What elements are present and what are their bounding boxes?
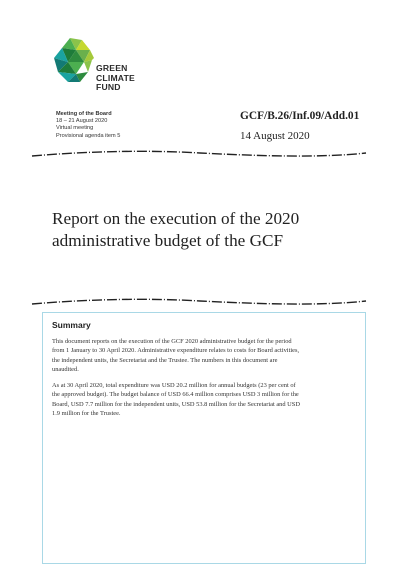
meeting-info — [56, 111, 120, 140]
title-line: Report on the execution of the 2020 — [52, 209, 300, 228]
gcf-logo — [48, 36, 148, 96]
document-code: GCF/B.26/Inf.09/Add.01 — [240, 110, 360, 122]
summary-line: from 1 January to 30 April 2020. Administrative expenditure relates to costs for Board activities, — [52, 347, 300, 355]
logo-line: FUND — [96, 82, 121, 93]
swoosh-divider-bottom — [30, 298, 368, 308]
page-title — [52, 208, 372, 252]
logo-line: GREEN — [96, 63, 128, 73]
title-line: administrative budget of the GCF — [52, 231, 284, 250]
summary-heading: Summary — [52, 320, 91, 330]
summary-line: 1.9 million for the Trustee. — [52, 410, 121, 418]
meeting-mode: Virtual meeting — [56, 125, 94, 132]
summary-line: the approved budget). The budget balance of USD 66.4 million comprises USD 3 million for the — [52, 391, 299, 399]
meeting-dates: 18 – 21 August 2020 — [56, 118, 108, 125]
summary-box — [42, 312, 366, 564]
summary-line: the independent units, the Secretariat and the Trustee. The numbers in this document are — [52, 356, 278, 364]
summary-paragraph — [52, 337, 358, 375]
summary-line: This document reports on the execution of the GCF 2020 administrative budget for the period — [52, 338, 292, 345]
summary-line: As at 30 April 2020, total expenditure was USD 20.2 million for annual budgets (23 per cent of — [52, 382, 296, 389]
logo-line: CLIMATE — [96, 72, 135, 83]
logo-wordmark — [96, 64, 135, 93]
summary-paragraph — [52, 381, 358, 419]
swoosh-divider-top — [30, 150, 368, 160]
summary-line: Board, USD 7.7 million for the independent units, USD 53.8 million for the Secretariat and USD — [52, 400, 300, 408]
meeting-agenda: Provisional agenda item 5 — [56, 132, 121, 139]
meeting-title: Meeting of the Board — [56, 111, 112, 117]
document-date: 14 August 2020 — [240, 130, 310, 142]
summary-line: unaudited. — [52, 366, 79, 374]
